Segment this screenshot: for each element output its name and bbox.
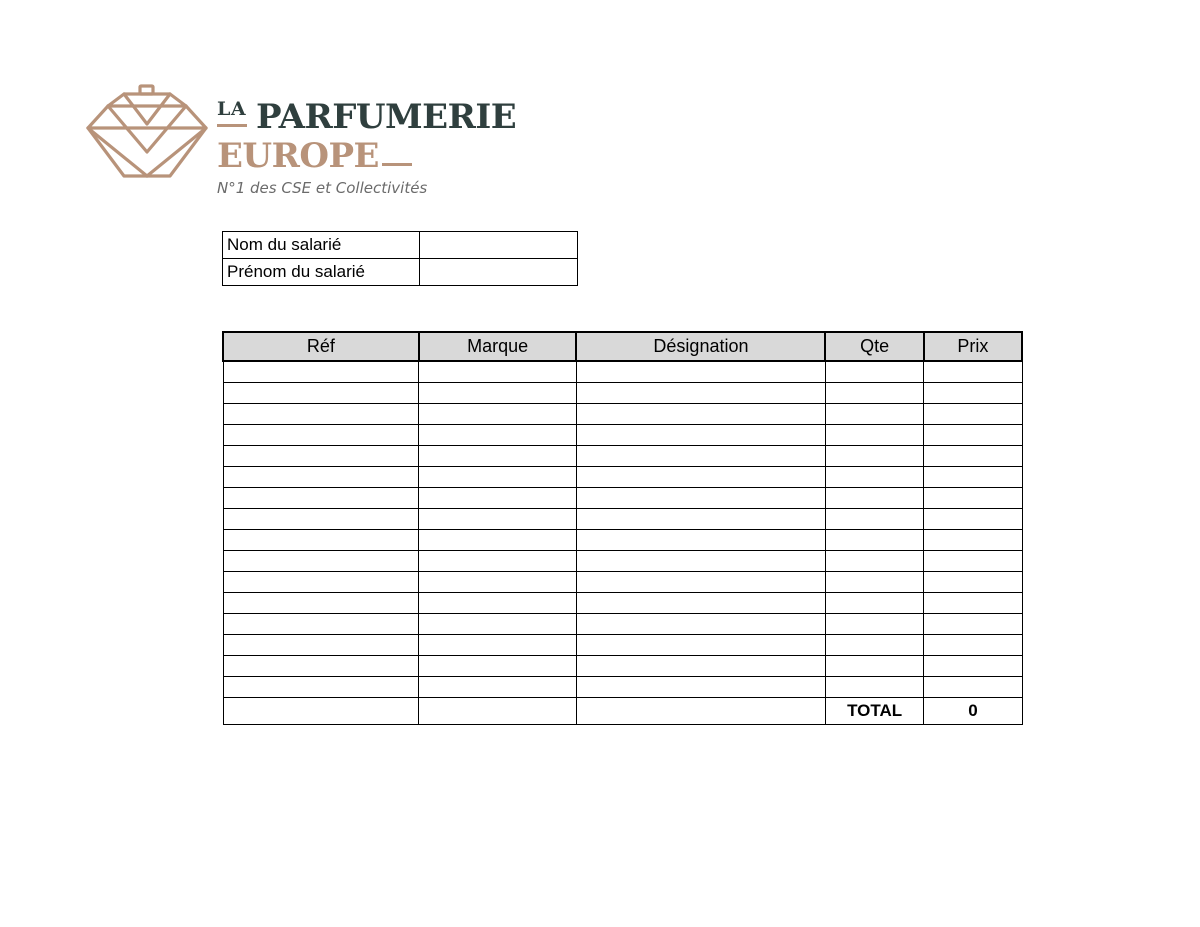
cell-marque[interactable] <box>419 467 577 488</box>
cell-ref[interactable] <box>223 404 419 425</box>
firstname-field[interactable] <box>419 259 577 286</box>
cell-qte[interactable] <box>825 404 923 425</box>
cell-prix[interactable] <box>924 572 1022 593</box>
brand-la-underline <box>217 124 247 127</box>
cell-prix[interactable] <box>924 404 1022 425</box>
table-row <box>223 530 1022 551</box>
cell-qte[interactable] <box>825 614 923 635</box>
header-qte: Qte <box>825 332 923 361</box>
cell-designation[interactable] <box>576 572 825 593</box>
table-row <box>223 593 1022 614</box>
brand-logo <box>86 84 526 204</box>
cell-designation[interactable] <box>576 467 825 488</box>
header-ref: Réf <box>223 332 419 361</box>
cell-designation[interactable] <box>576 383 825 404</box>
cell-designation[interactable] <box>576 614 825 635</box>
brand-name-line1: PARFUMERIE <box>256 97 517 137</box>
cell-qte[interactable] <box>825 551 923 572</box>
total-row <box>223 698 1022 725</box>
cell-designation[interactable] <box>576 425 825 446</box>
cell-marque[interactable] <box>419 509 577 530</box>
cell-ref[interactable] <box>223 383 419 404</box>
cell-qte[interactable] <box>825 488 923 509</box>
cell-qte[interactable] <box>825 383 923 404</box>
order-table <box>222 331 1023 725</box>
cell-marque[interactable] <box>419 677 577 698</box>
cell-designation[interactable] <box>576 593 825 614</box>
header-marque: Marque <box>419 332 577 361</box>
cell-prix[interactable] <box>924 593 1022 614</box>
cell-ref[interactable] <box>223 551 419 572</box>
total-label: TOTAL <box>825 698 923 725</box>
cell-designation[interactable] <box>576 488 825 509</box>
cell-marque[interactable] <box>419 425 577 446</box>
cell-qte[interactable] <box>825 593 923 614</box>
order-table-body <box>223 361 1022 698</box>
cell-marque[interactable] <box>419 572 577 593</box>
table-row <box>223 446 1022 467</box>
table-row <box>223 361 1022 383</box>
cell-ref[interactable] <box>223 572 419 593</box>
cell-qte[interactable] <box>825 530 923 551</box>
cell-qte[interactable] <box>825 467 923 488</box>
cell-marque[interactable] <box>419 488 577 509</box>
cell-marque[interactable] <box>419 383 577 404</box>
table-row <box>223 509 1022 530</box>
cell-designation[interactable] <box>576 530 825 551</box>
brand-europe-dash <box>382 163 412 166</box>
cell-marque[interactable] <box>419 404 577 425</box>
employee-info-table <box>222 231 578 286</box>
header-prix: Prix <box>924 332 1022 361</box>
cell-qte[interactable] <box>825 656 923 677</box>
cell-prix[interactable] <box>924 467 1022 488</box>
cell-prix[interactable] <box>924 551 1022 572</box>
cell-ref[interactable] <box>223 425 419 446</box>
table-row <box>223 551 1022 572</box>
brand-tagline: N°1 des CSE et Collectivités <box>217 179 428 197</box>
cell-qte[interactable] <box>825 361 923 383</box>
total-value: 0 <box>924 698 1022 725</box>
perfume-bottle-diamond-icon <box>86 84 208 180</box>
cell-qte[interactable] <box>825 425 923 446</box>
table-row <box>223 404 1022 425</box>
table-row <box>223 425 1022 446</box>
cell-designation[interactable] <box>576 509 825 530</box>
cell-ref[interactable] <box>223 656 419 677</box>
cell-prix[interactable] <box>924 361 1022 383</box>
cell-prix[interactable] <box>924 530 1022 551</box>
cell-prix[interactable] <box>924 677 1022 698</box>
cell-marque[interactable] <box>419 446 577 467</box>
brand-name-line2: EUROPE <box>217 136 379 176</box>
cell-designation[interactable] <box>576 551 825 572</box>
cell-ref[interactable] <box>223 530 419 551</box>
cell-designation[interactable] <box>576 361 825 383</box>
header-designation: Désignation <box>576 332 825 361</box>
lastname-field[interactable] <box>419 232 577 259</box>
cell-ref[interactable] <box>223 446 419 467</box>
cell-prix[interactable] <box>924 446 1022 467</box>
cell-ref[interactable] <box>223 361 419 383</box>
cell-designation[interactable] <box>576 677 825 698</box>
cell-prix[interactable] <box>924 425 1022 446</box>
cell-designation[interactable] <box>576 404 825 425</box>
total-empty-ref[interactable] <box>223 698 419 725</box>
cell-marque[interactable] <box>419 551 577 572</box>
cell-qte[interactable] <box>825 572 923 593</box>
table-row <box>223 656 1022 677</box>
cell-designation[interactable] <box>576 635 825 656</box>
cell-marque[interactable] <box>419 614 577 635</box>
cell-ref[interactable] <box>223 614 419 635</box>
table-row <box>223 572 1022 593</box>
cell-prix[interactable] <box>924 635 1022 656</box>
table-row <box>223 677 1022 698</box>
cell-marque[interactable] <box>419 361 577 383</box>
cell-ref[interactable] <box>223 467 419 488</box>
table-row <box>223 488 1022 509</box>
cell-ref[interactable] <box>223 635 419 656</box>
table-row <box>223 614 1022 635</box>
cell-designation[interactable] <box>576 446 825 467</box>
brand-la: LA <box>217 98 247 120</box>
cell-marque[interactable] <box>419 635 577 656</box>
cell-qte[interactable] <box>825 677 923 698</box>
table-row <box>223 467 1022 488</box>
cell-prix[interactable] <box>924 509 1022 530</box>
employee-row-lastname <box>223 232 578 259</box>
lastname-label: Nom du salarié <box>223 232 420 259</box>
total-empty-designation[interactable] <box>576 698 825 725</box>
cell-marque[interactable] <box>419 593 577 614</box>
cell-qte[interactable] <box>825 446 923 467</box>
cell-ref[interactable] <box>223 509 419 530</box>
cell-prix[interactable] <box>924 488 1022 509</box>
cell-prix[interactable] <box>924 383 1022 404</box>
cell-ref[interactable] <box>223 677 419 698</box>
firstname-label: Prénom du salarié <box>223 259 420 286</box>
table-row <box>223 383 1022 404</box>
cell-marque[interactable] <box>419 656 577 677</box>
total-empty-marque[interactable] <box>419 698 577 725</box>
employee-row-firstname <box>223 259 578 286</box>
table-row <box>223 635 1022 656</box>
order-table-header <box>223 332 1022 361</box>
cell-ref[interactable] <box>223 488 419 509</box>
cell-ref[interactable] <box>223 593 419 614</box>
cell-prix[interactable] <box>924 656 1022 677</box>
cell-qte[interactable] <box>825 635 923 656</box>
cell-prix[interactable] <box>924 614 1022 635</box>
cell-designation[interactable] <box>576 656 825 677</box>
cell-marque[interactable] <box>419 530 577 551</box>
cell-qte[interactable] <box>825 509 923 530</box>
